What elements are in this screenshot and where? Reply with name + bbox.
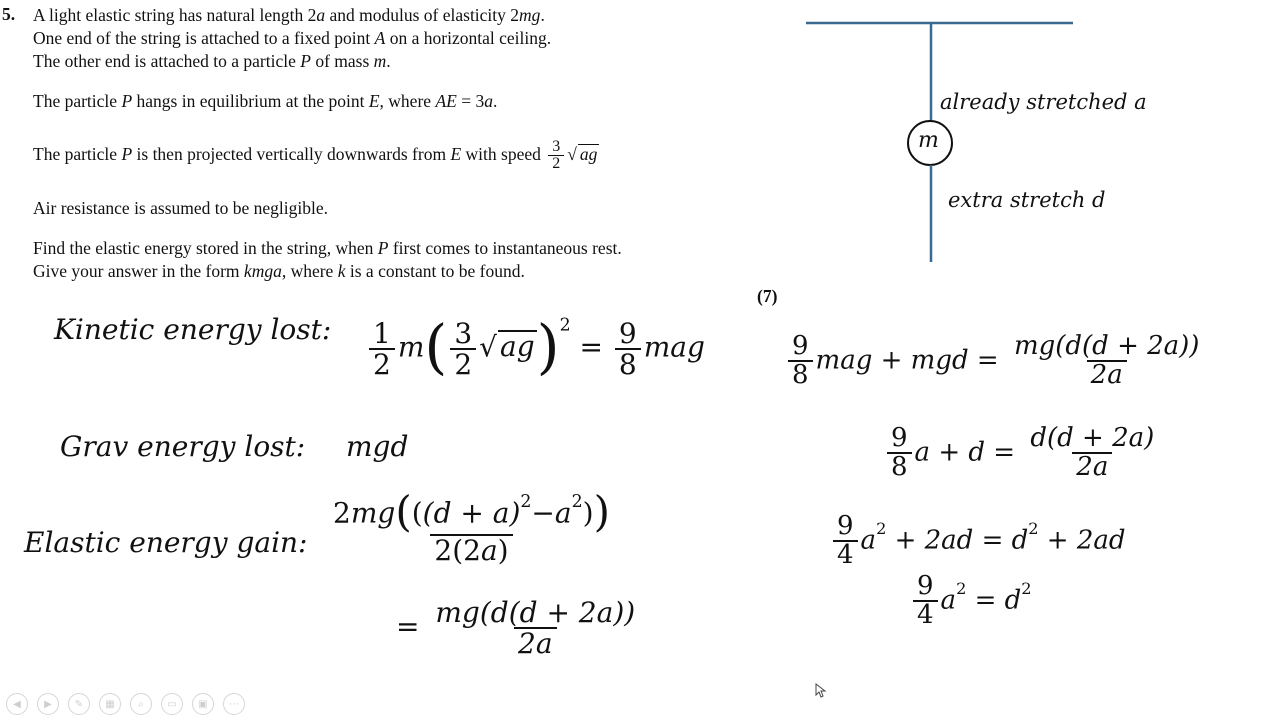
ke-expression: $\frac{1}{2}$ m( $\frac{3}{2}$ √ ag)$^2$ = $\frac{9}{8}$ mag bbox=[366, 312, 705, 381]
question-line-5: The particle P is then projected vertically downwards from E with speed $\frac{3}{2}$ √ ag bbox=[33, 137, 598, 173]
question-line-3: The other end is attached to a particle P of mass m. bbox=[33, 51, 391, 71]
ee-expression: $\frac{2mg(((d + a)^2-a^2))}{2(2a)}$ bbox=[333, 487, 610, 568]
question-number: 5. bbox=[2, 4, 16, 24]
more-icon[interactable]: ⋯ bbox=[223, 693, 245, 715]
gpe-label: Grav energy lost: bbox=[60, 430, 306, 463]
marks-label: (7) bbox=[757, 286, 778, 306]
ee-simplified: = $\frac{mg(d(d + 2a))}{2a}$ bbox=[396, 596, 636, 661]
slideshow-toolbar bbox=[6, 693, 245, 715]
equation-2: $\frac{9}{8}$ a + d = $\frac{d(d + 2a)}{2a}$ bbox=[884, 425, 1161, 482]
string-diagram bbox=[790, 10, 1260, 270]
slides-icon[interactable]: ▦ bbox=[99, 693, 121, 715]
question-line-1: A light elastic string has natural length 2a and modulus of elasticity 2mg. bbox=[33, 5, 545, 25]
question-line-2: One end of the string is attached to a fixed point A on a horizontal ceiling. bbox=[33, 28, 552, 48]
next-icon[interactable]: ▶ bbox=[37, 693, 59, 715]
ee-label: Elastic energy gain: bbox=[24, 526, 308, 559]
screen-icon[interactable]: ▣ bbox=[192, 693, 214, 715]
gpe-expression: mgd bbox=[346, 430, 409, 463]
question-line-6: Air resistance is assumed to be negligible. bbox=[33, 198, 328, 218]
label-already-stretched: already stretched a bbox=[940, 90, 1147, 114]
equation-3: $\frac{9}{4}$ $a^2 + 2ad = d^2 + 2ad$ bbox=[830, 513, 1126, 570]
particle-label: m bbox=[918, 128, 939, 153]
question-line-4: The particle P hangs in equilibrium at the point E, where AE = 3a. bbox=[33, 91, 498, 111]
equation-4: $\frac{9}{4}$ $a^2 = d^2$ bbox=[910, 573, 1032, 630]
mouse-cursor-icon bbox=[815, 683, 827, 699]
subtitles-icon[interactable]: ▭ bbox=[161, 693, 183, 715]
question-line-7: Find the elastic energy stored in the string, when P first comes to instantaneous rest. bbox=[33, 238, 622, 258]
question-line-8: Give your answer in the form kmga, where k is a constant to be found. bbox=[33, 261, 525, 281]
zoom-icon[interactable]: ⌕ bbox=[130, 693, 152, 715]
speed-fraction: $\frac{3}{2}$ bbox=[548, 139, 564, 174]
prev-icon[interactable]: ◀ bbox=[6, 693, 28, 715]
label-extra-stretch: extra stretch d bbox=[948, 188, 1106, 212]
pen-icon[interactable]: ✎ bbox=[68, 693, 90, 715]
ke-label: Kinetic energy lost: bbox=[54, 313, 332, 346]
equation-1: $\frac{9}{8}$ mag + mgd = $\frac{mg(d(d + 2a))}{2a}$ bbox=[785, 333, 1206, 390]
